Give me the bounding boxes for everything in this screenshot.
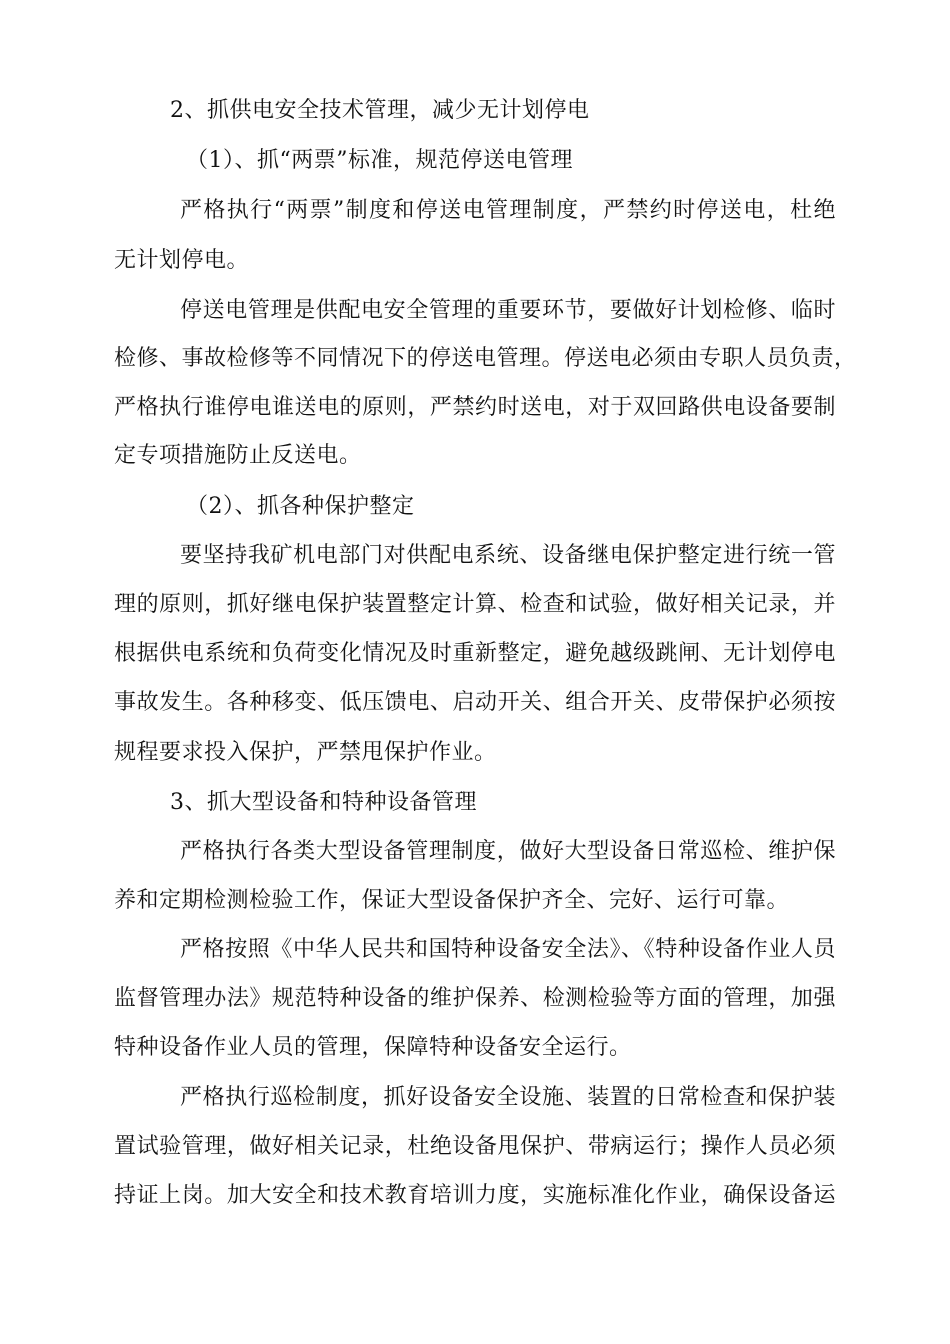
paragraph-line: 检修、事故检修等不同情况下的停送电管理。停送电必须由专职人员负责，	[114, 346, 857, 371]
paragraph-line: 养和定期检测检验工作，保证大型设备保护齐全、完好、运行可靠。	[114, 888, 790, 913]
paragraph-line: 置试验管理，做好相关记录，杜绝设备甩保护、带病运行；操作人员必须	[114, 1134, 836, 1159]
subsection-heading-1: （1）、抓“两票”标准，规范停送电管理	[186, 148, 573, 173]
paragraph-line: 监督管理办法》规范特种设备的维护保养、检测检验等方面的管理，加强	[114, 986, 836, 1011]
paragraph-line: 严格执行巡检制度，抓好设备安全设施、装置的日常检查和保护装	[180, 1085, 836, 1110]
paragraph-line: 严格按照《中华人民共和国特种设备安全法》、《特种设备作业人员	[180, 937, 836, 962]
paragraph-line: 严格执行各类大型设备管理制度，做好大型设备日常巡检、维护保	[180, 839, 836, 864]
section-heading-3: 3、抓大型设备和特种设备管理	[170, 790, 477, 815]
paragraph-line: 特种设备作业人员的管理，保障特种设备安全运行。	[114, 1035, 632, 1060]
paragraph-line: 严格执行谁停电谁送电的原则，严禁约时送电，对于双回路供电设备要制	[114, 395, 836, 420]
paragraph-line: 根据供电系统和负荷变化情况及时重新整定，避免越级跳闸、无计划停电	[114, 641, 836, 666]
paragraph-line: 要坚持我矿机电部门对供配电系统、设备继电保护整定进行统一管	[180, 543, 836, 568]
paragraph-line: 严格执行“两票”制度和停送电管理制度，严禁约时停送电，杜绝	[180, 198, 836, 223]
paragraph-line: 停送电管理是供配电安全管理的重要环节，要做好计划检修、临时	[180, 298, 836, 323]
paragraph-line: 持证上岗。加大安全和技术教育培训力度，实施标准化作业，确保设备运	[114, 1183, 836, 1208]
paragraph-line: 事故发生。各种移变、低压馈电、启动开关、组合开关、皮带保护必须按	[114, 690, 836, 715]
paragraph-line: 理的原则，抓好继电保护装置整定计算、检查和试验，做好相关记录，并	[114, 592, 836, 617]
subsection-heading-2: （2）、抓各种保护整定	[186, 494, 415, 519]
paragraph-line: 规程要求投入保护，严禁甩保护作业。	[114, 740, 497, 765]
section-heading-2: 2、抓供电安全技术管理，减少无计划停电	[170, 98, 590, 123]
paragraph-line: 无计划停电。	[114, 248, 250, 273]
paragraph-line: 定专项措施防止反送电。	[114, 443, 362, 468]
